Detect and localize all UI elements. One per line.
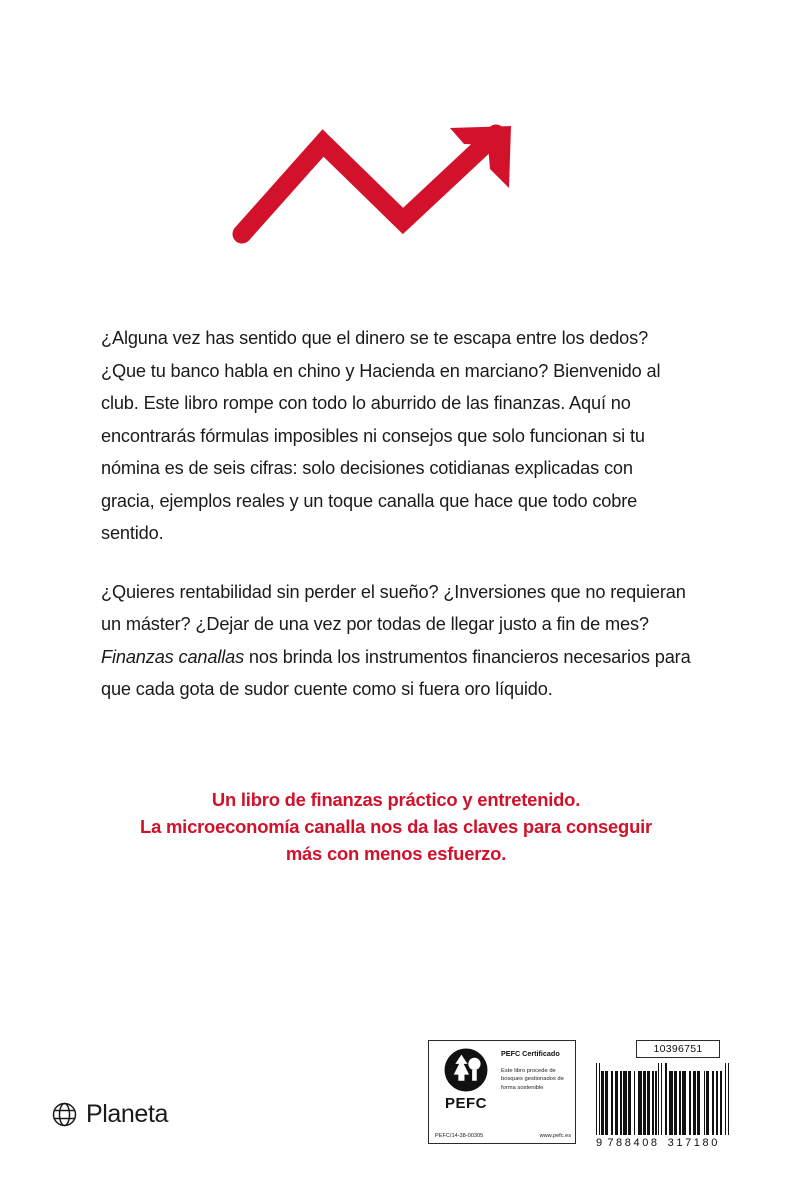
pefc-title: PEFC Certificado (501, 1049, 560, 1058)
pefc-certification-box (428, 1040, 576, 1144)
pefc-trees-icon (443, 1047, 489, 1093)
tagline-line-3: más con menos esfuerzo. (285, 843, 507, 864)
blurb-paragraph-2 (101, 576, 691, 706)
tagline-block (90, 786, 702, 867)
barcode-digits (596, 1137, 734, 1149)
isbn-reference-number: 10396751 (636, 1040, 720, 1058)
publisher-name: Planeta (86, 1100, 168, 1128)
pefc-text-area (497, 1047, 569, 1139)
blurb-p2-after: nos brinda los instrumentos financieros necesarios para que cada gota de sudor cuente como si fuera oro líquido. (101, 646, 691, 699)
barcode-area (596, 1040, 734, 1149)
pefc-wordmark: PEFC (444, 1095, 487, 1112)
pefc-footer (435, 1133, 571, 1139)
barcode-group-2: 317180 (667, 1137, 720, 1149)
pefc-website: www.pefc.es (539, 1133, 571, 1139)
pefc-description: Este libro procede de bosques gestionados de forma sostenible (501, 1068, 564, 1091)
tagline-line-1: Un libro de finanzas práctico y entretenido. (211, 789, 581, 810)
publisher-logo (52, 1102, 168, 1127)
pefc-code: PEFC/14-38-00305 (435, 1133, 484, 1139)
book-title-italic: Finanzas canallas (101, 646, 245, 667)
blurb-p2-before: ¿Quieres rentabilidad sin perder el sueño? ¿Inversiones que no requieran un máster? ¿Dejar de una vez por todas de llegar justo a fin de mes? (101, 581, 686, 634)
blurb-paragraph-1: ¿Alguna vez has sentido que el dinero se te escapa entre los dedos? ¿Que tu banco habla en chino y Hacienda en marciano? Bienvenido al club. Este libro rompe con todo lo aburrido de las finanzas. Aquí no encontrarás fórmulas imposibles ni consejos que solo funcionan si tu nómina es de seis cifras: solo decisiones cotidianas explicadas con gracia, ejemplos reales y un toque canalla que hace que todo cobre sentido. (101, 328, 661, 543)
barcode-group-1: 788408 (607, 1137, 660, 1149)
tagline-line-2: La microeconomía canalla nos da las claves para conseguir (140, 816, 652, 837)
zigzag-up-arrow-icon (228, 118, 548, 268)
globe-icon (52, 1102, 77, 1127)
barcode-lead-digit: 9 (596, 1137, 603, 1149)
blurb-text (101, 322, 691, 706)
barcode-bars (596, 1063, 734, 1135)
pefc-mark-area (435, 1047, 497, 1139)
